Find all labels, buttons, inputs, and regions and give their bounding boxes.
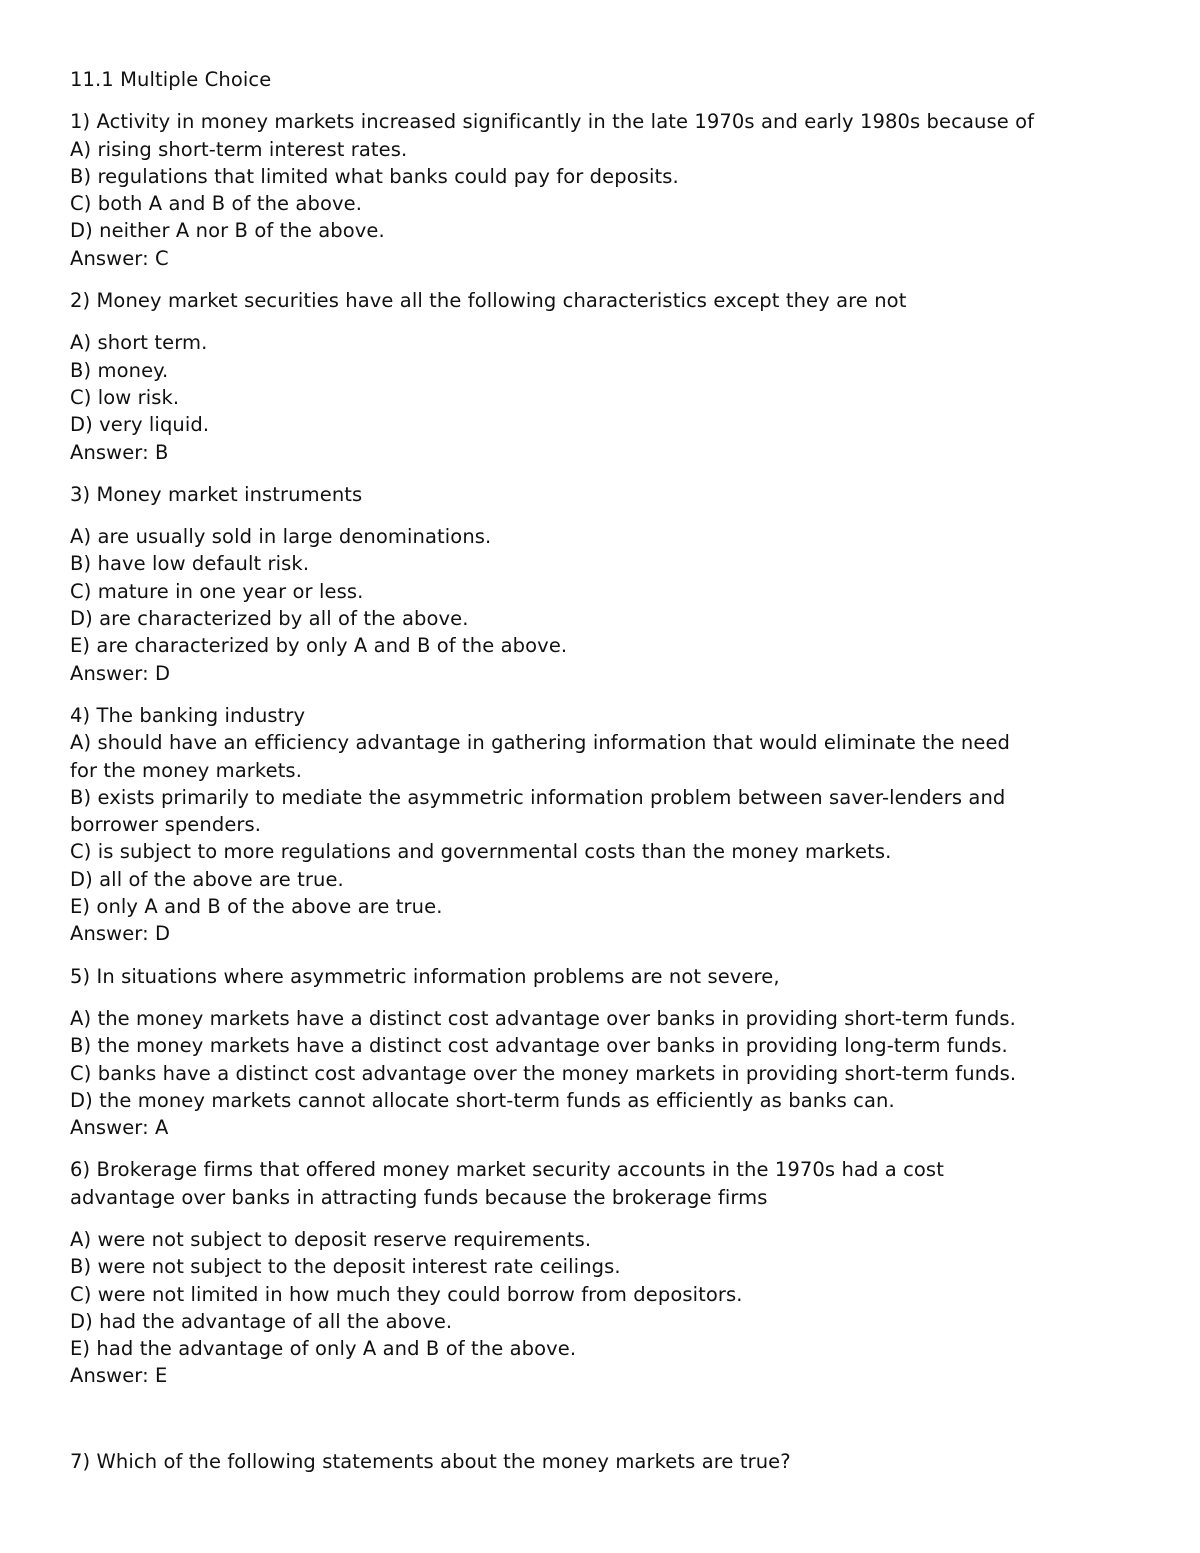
question-stem: 6) Brokerage firms that offered money market security accounts in the 1970s had a cost — [70, 1158, 944, 1182]
option-c: C) is subject to more regulations and governmental costs than the money markets. — [70, 840, 892, 864]
option-b: B) regulations that limited what banks could pay for deposits. — [70, 164, 679, 188]
option-b: B) were not subject to the deposit interest rate ceilings. — [70, 1255, 621, 1279]
answer: Answer: D — [70, 661, 171, 685]
answer: Answer: E — [70, 1364, 168, 1388]
option-d: D) the money markets cannot allocate short-term funds as efficiently as banks can. — [70, 1088, 895, 1112]
question-stem-continued: advantage over banks in attracting funds because the brokerage firms — [70, 1185, 768, 1209]
answer: Answer: B — [70, 440, 169, 464]
question-6 — [70, 1156, 1150, 1389]
question-stem: 1) Activity in money markets increased significantly in the late 1970s and early 1980s because of — [70, 110, 1035, 134]
option-b: B) the money markets have a distinct cost advantage over banks in providing long-term funds. — [70, 1034, 1008, 1058]
option-d: D) had the advantage of all the above. — [70, 1309, 453, 1333]
option-d: D) neither A nor B of the above. — [70, 219, 385, 243]
question-stem: 7) Which of the following statements about the money markets are true? — [70, 1449, 791, 1473]
option-d: D) very liquid. — [70, 413, 210, 437]
option-a: A) should have an efficiency advantage in gathering information that would eliminate the need — [70, 731, 1011, 755]
question-stem: 2) Money market securities have all the following characteristics except they are not — [70, 289, 907, 313]
option-a: A) short term. — [70, 331, 208, 355]
question-7 — [70, 1448, 1150, 1475]
question-stem: 3) Money market instruments — [70, 482, 363, 506]
option-b: B) money. — [70, 358, 169, 382]
option-b: B) have low default risk. — [70, 552, 310, 576]
option-c: C) low risk. — [70, 385, 180, 409]
answer: Answer: A — [70, 1116, 169, 1140]
answer: Answer: D — [70, 922, 171, 946]
question-5 — [70, 963, 1150, 1142]
document-page — [70, 66, 1150, 1475]
option-b: B) exists primarily to mediate the asymmetric information problem between saver-lenders and — [70, 785, 1006, 809]
section-heading: 11.1 Multiple Choice — [70, 68, 272, 91]
option-a: A) were not subject to deposit reserve requirements. — [70, 1227, 592, 1251]
option-c: C) banks have a distinct cost advantage over the money markets in providing short-term funds. — [70, 1061, 1017, 1085]
answer: Answer: C — [70, 246, 169, 270]
option-d: D) are characterized by all of the above. — [70, 607, 469, 631]
question-4 — [70, 702, 1150, 948]
option-b-continued: borrower spenders. — [70, 813, 262, 837]
question-2 — [70, 287, 1150, 466]
option-a-continued: for the money markets. — [70, 758, 302, 782]
option-d: D) all of the above are true. — [70, 867, 344, 891]
option-c: C) both A and B of the above. — [70, 192, 363, 216]
option-a: A) rising short-term interest rates. — [70, 137, 408, 161]
question-3 — [70, 481, 1150, 687]
option-e: E) only A and B of the above are true. — [70, 895, 443, 919]
option-a: A) the money markets have a distinct cost advantage over banks in providing short-term funds. — [70, 1006, 1016, 1030]
question-1 — [70, 108, 1150, 272]
option-c: C) were not limited in how much they could borrow from depositors. — [70, 1282, 743, 1306]
option-e: E) are characterized by only A and B of the above. — [70, 634, 568, 658]
option-a: A) are usually sold in large denominations. — [70, 525, 492, 549]
question-stem: 5) In situations where asymmetric information problems are not severe, — [70, 964, 780, 988]
question-stem: 4) The banking industry — [70, 703, 306, 727]
option-e: E) had the advantage of only A and B of the above. — [70, 1337, 577, 1361]
option-c: C) mature in one year or less. — [70, 579, 364, 603]
